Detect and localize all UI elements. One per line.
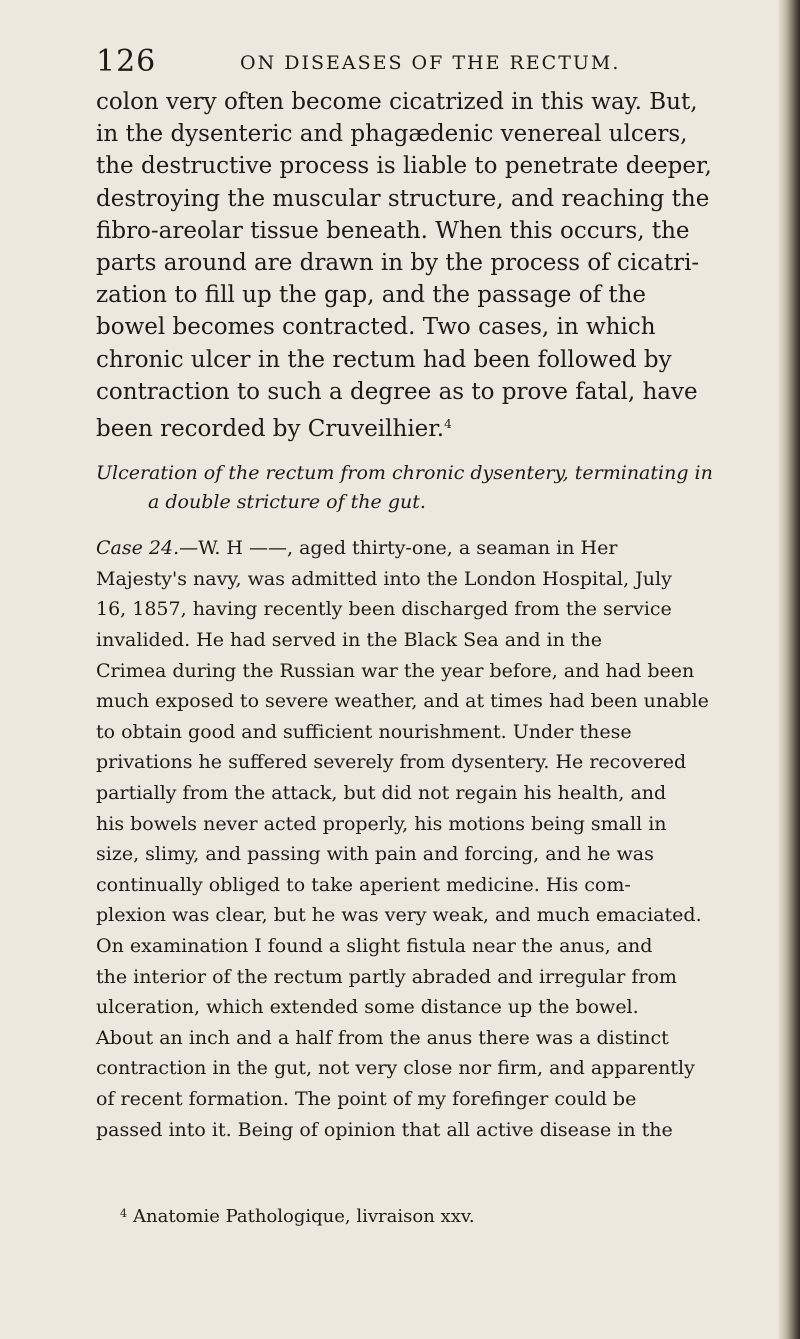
footnote-marker: 4: [120, 1207, 127, 1220]
text-line: [96, 533, 748, 564]
text-line: contraction to such a degree as to prove fatal, have: [96, 378, 698, 405]
page-number: 126: [96, 44, 157, 79]
text-line: ulceration, which extended some distance up the bowel.: [96, 996, 639, 1019]
text-line: Crimea during the Russian war the year before, and had been: [96, 659, 695, 682]
text-line: privations he suffered severely from dysentery. He recovered: [96, 751, 687, 774]
text-line: in the dysenteric and phagædenic venereal ulcers,: [96, 121, 688, 148]
running-head: ON DISEASES OF THE RECTUM.: [240, 52, 621, 74]
footnote: [120, 1206, 475, 1227]
body-text: [96, 86, 748, 1145]
text-line: of recent formation. The point of my forefinger could be: [96, 1087, 637, 1110]
text-line: continually obliged to take aperient medicine. His com-: [96, 873, 631, 896]
text-line: fibro-areolar tissue beneath. When this occurs, the: [96, 217, 690, 244]
text-line: much exposed to severe weather, and at times had been unable: [96, 690, 709, 713]
text-line: destroying the muscular structure, and reaching the: [96, 185, 710, 212]
section-heading-line-1: Ulceration of the rectum from chronic dysentery, terminating in: [96, 462, 713, 485]
section-heading-line-2: a double stricture of the gut.: [148, 491, 426, 514]
text-line: partially from the attack, but did not regain his health, and: [96, 781, 667, 804]
footnote-text: Anatomie Pathologique, livraison xxv.: [133, 1206, 475, 1227]
text-line: the interior of the rectum partly abraded and irregular from: [96, 965, 677, 988]
text-line: 16, 1857, having recently been discharged from the service: [96, 598, 672, 621]
footnote-reference: 4: [444, 417, 452, 432]
text-line: invalided. He had served in the Black Sea and in the: [96, 629, 602, 652]
text-line: chronic ulcer in the rectum had been followed by: [96, 346, 672, 373]
text-line: size, slimy, and passing with pain and forcing, and he was: [96, 843, 654, 866]
text-line: [96, 408, 748, 445]
text-line: bowel becomes contracted. Two cases, in which: [96, 314, 656, 341]
text-line: About an inch and a half from the anus there was a distinct: [96, 1026, 669, 1049]
case-report: [96, 533, 748, 1145]
text-line: Majesty's navy, was admitted into the London Hospital, July: [96, 567, 672, 590]
paragraph-1: [96, 86, 748, 445]
text-line: zation to fill up the gap, and the passage of the: [96, 282, 647, 309]
page-header: [96, 44, 736, 84]
text-line: his bowels never acted properly, his motions being small in: [96, 812, 667, 835]
section-heading: [96, 459, 748, 517]
text-line: to obtain good and sufficient nourishment. Under these: [96, 720, 632, 743]
text-line: contraction in the gut, not very close nor firm, and apparently: [96, 1057, 695, 1080]
text-line: colon very often become cicatrized in this way. But,: [96, 89, 698, 115]
text-line-content: been recorded by Cruveilhier.: [96, 416, 445, 443]
text-line-content: —W. H ——, aged thirty-one, a seaman in Her: [179, 537, 618, 560]
text-line: On examination I found a slight fistula near the anus, and: [96, 934, 653, 957]
text-line: the destructive process is liable to penetrate deeper,: [96, 153, 712, 180]
text-line: parts around are drawn in by the process of cicatri-: [96, 250, 700, 277]
text-line: plexion was clear, but he was very weak, and much emaciated.: [96, 904, 702, 927]
book-spine-shadow: [778, 0, 800, 1339]
text-line: passed into it. Being of opinion that all active disease in the: [96, 1118, 673, 1141]
case-label: Case 24.: [96, 537, 180, 560]
